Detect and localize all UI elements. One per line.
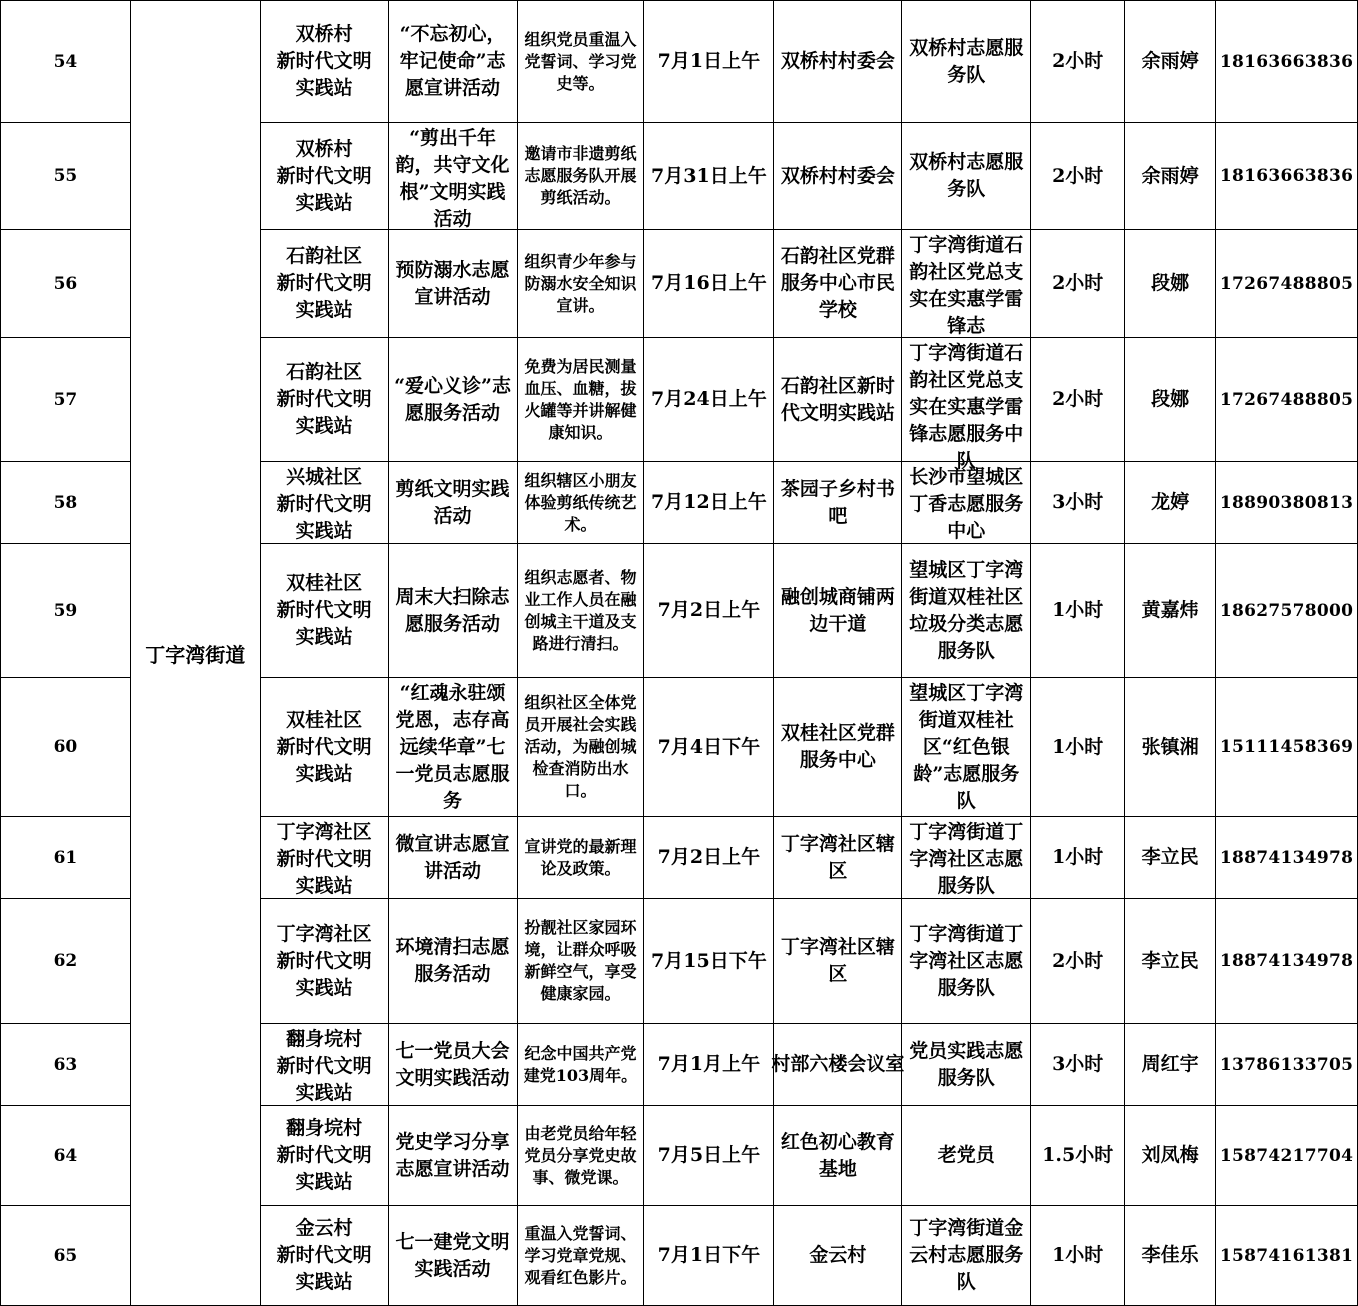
- contact-cell-text: 李佳乐: [1141, 1244, 1199, 1266]
- station-cell-text: 丁字湾社区 新时代文明 实践站: [276, 820, 372, 897]
- contact-cell: [1125, 123, 1216, 230]
- contact-cell: [1125, 817, 1216, 899]
- team-cell-text: 双桥村志愿服务队: [909, 151, 1024, 200]
- team-cell: [902, 899, 1031, 1024]
- duration-cell-text: 3小时: [1052, 491, 1104, 513]
- row-number-cell: 58: [1, 462, 131, 544]
- activity-cell-text: “不忘初心，牢记使命”志愿宣讲活动: [399, 23, 506, 99]
- duration-cell: [1031, 230, 1125, 338]
- contact-cell-text: 张镇湘: [1141, 735, 1199, 758]
- place-cell: [774, 462, 902, 544]
- team-cell-text: 望城区丁字湾街道双桂社区垃圾分类志愿服务队: [909, 558, 1024, 662]
- content-cell-text: 由老党员给年轻党员分享党史故事、微党课。: [524, 1123, 637, 1187]
- phone-cell: [1216, 1024, 1358, 1106]
- time-cell: [644, 123, 774, 230]
- content-cell: [517, 123, 644, 230]
- phone-cell: [1216, 678, 1358, 817]
- row-number-cell: 54: [1, 1, 131, 123]
- phone-cell-text: 18163663836: [1219, 51, 1354, 72]
- place-cell: [774, 1, 902, 123]
- phone-cell-text: 18890380813: [1219, 492, 1354, 513]
- team-cell: [902, 123, 1031, 230]
- row-number-cell: 63: [1, 1024, 131, 1106]
- team-cell: [902, 1, 1031, 123]
- duration-cell-text: 2小时: [1052, 164, 1104, 187]
- team-cell-text: 长沙市望城区丁香志愿服务中心: [909, 465, 1024, 542]
- place-cell: [774, 544, 902, 678]
- duration-cell-text: 1小时: [1052, 735, 1104, 758]
- contact-cell: [1125, 338, 1216, 462]
- phone-cell: [1216, 817, 1358, 899]
- row-number-cell: 57: [1, 338, 131, 462]
- phone-cell-text: 18874134978: [1219, 847, 1354, 868]
- activity-cell-text: 七一建党文明实践活动: [395, 1230, 510, 1280]
- content-cell: [517, 678, 644, 817]
- activity-cell-text: 党史学习分享志愿宣讲活动: [395, 1130, 510, 1180]
- duration-cell: [1031, 1206, 1125, 1306]
- time-cell: [644, 230, 774, 338]
- phone-cell-text: 17267488805: [1219, 389, 1354, 410]
- team-cell: [902, 678, 1031, 817]
- duration-cell: [1031, 123, 1125, 230]
- time-cell: [644, 1, 774, 123]
- time-cell-text: 7月12日上午: [651, 491, 767, 513]
- time-cell: [644, 544, 774, 678]
- duration-cell-text: 1小时: [1052, 846, 1104, 868]
- time-cell: [644, 462, 774, 544]
- time-cell-text: 7月1月上午: [657, 1053, 761, 1075]
- row-number-cell: 61: [1, 817, 131, 899]
- team-cell-text: 丁字湾街道石韵社区党总支实在实惠学雷锋志: [909, 233, 1024, 337]
- phone-cell: [1216, 230, 1358, 338]
- content-cell: [517, 462, 644, 544]
- activity-cell: [388, 1206, 517, 1306]
- activity-cell-text: “爱心义诊”志愿服务活动: [394, 374, 511, 424]
- contact-cell: [1125, 1206, 1216, 1306]
- content-cell: [517, 338, 644, 462]
- station-cell: [260, 544, 388, 678]
- contact-cell: [1125, 899, 1216, 1024]
- contact-cell: [1125, 678, 1216, 817]
- content-cell-text: 纪念中国共产党建党103周年。: [523, 1043, 638, 1085]
- station-cell: [260, 230, 388, 338]
- activity-cell-text: 七一党员大会文明实践活动: [395, 1039, 510, 1089]
- phone-cell-text: 18874134978: [1219, 951, 1354, 971]
- station-cell: [260, 123, 388, 230]
- activity-cell: [388, 1106, 517, 1206]
- duration-cell: [1031, 544, 1125, 678]
- activity-cell: [388, 230, 517, 338]
- place-cell: [774, 230, 902, 338]
- team-cell-text: 望城区丁字湾街道双桂社区“红色银龄”志愿服务队: [909, 681, 1024, 812]
- place-cell: [774, 678, 902, 817]
- contact-cell: [1125, 230, 1216, 338]
- content-cell: [517, 899, 644, 1024]
- phone-cell-text: 15874161381: [1219, 1245, 1354, 1266]
- duration-cell: [1031, 338, 1125, 462]
- place-cell-text: 双桥村村委会: [780, 50, 895, 72]
- contact-cell-text: 李立民: [1141, 949, 1199, 972]
- team-cell: [902, 1206, 1031, 1306]
- station-cell: [260, 338, 388, 462]
- contact-cell-text: 刘凤梅: [1141, 1144, 1199, 1166]
- content-cell-text: 组织社区全体党员开展社会实践活动，为融创城检查消防出水口。: [524, 693, 637, 800]
- team-cell-text: 老党员: [937, 1144, 995, 1166]
- duration-cell-text: 1小时: [1052, 599, 1104, 621]
- content-cell: [517, 544, 644, 678]
- content-cell: [517, 1206, 644, 1306]
- activity-cell: [388, 338, 517, 462]
- content-cell-text: 扮靓社区家园环境，让群众呼吸新鲜空气，享受健康家园。: [524, 918, 637, 1003]
- time-cell-text: 7月24日上午: [651, 388, 767, 410]
- place-cell-text: 双桥村村委会: [780, 164, 895, 187]
- team-cell-text: 丁字湾街道金云村志愿服务队: [909, 1217, 1024, 1293]
- place-cell-text: 丁字湾社区辖区: [780, 936, 895, 985]
- activity-cell-text: 微宣讲志愿宣讲活动: [395, 832, 510, 882]
- content-cell: [517, 1, 644, 123]
- team-cell-text: 丁字湾街道石韵社区党总支实在实惠学雷锋志愿服务中队: [909, 341, 1024, 472]
- contact-cell-text: 黄嘉炜: [1141, 599, 1199, 621]
- time-cell-text: 7月1日下午: [657, 1244, 761, 1266]
- contact-cell-text: 余雨婷: [1141, 50, 1199, 72]
- contact-cell-text: 龙婷: [1151, 491, 1190, 513]
- content-cell-text: 邀请市非遗剪纸志愿服务队开展剪纸活动。: [524, 144, 637, 207]
- phone-cell: [1216, 899, 1358, 1024]
- place-cell-text: 丁字湾社区辖区: [780, 832, 895, 882]
- activity-cell: [388, 1, 517, 123]
- activity-cell-text: 预防溺水志愿宣讲活动: [395, 258, 510, 308]
- place-cell-text: 融创城商铺两边干道: [780, 585, 895, 635]
- station-cell: [260, 817, 388, 899]
- station-cell-text: 丁字湾社区 新时代文明 实践站: [276, 922, 372, 999]
- station-cell: [260, 1106, 388, 1206]
- place-cell-text: 茶园子乡村书吧: [780, 477, 895, 527]
- place-cell: [774, 1206, 902, 1306]
- place-cell: [774, 338, 902, 462]
- team-cell: [902, 462, 1031, 544]
- team-cell: [902, 1106, 1031, 1206]
- row-number-cell: 65: [1, 1206, 131, 1306]
- place-cell-text: 石韵社区党群服务中心市民学校: [780, 245, 895, 321]
- content-cell-text: 宣讲党的最新理论及政策。: [524, 836, 637, 878]
- station-cell-text: 双桂社区 新时代文明 实践站: [276, 708, 372, 785]
- place-cell-text: 石韵社区新时代文明实践站: [780, 374, 895, 424]
- activity-cell: [388, 1024, 517, 1106]
- time-cell-text: 7月31日上午: [651, 164, 767, 187]
- time-cell-text: 7月1日上午: [657, 50, 761, 72]
- time-cell: [644, 899, 774, 1024]
- duration-cell-text: 2小时: [1052, 388, 1104, 410]
- place-cell: [774, 123, 902, 230]
- time-cell-text: 7月16日上午: [651, 272, 767, 294]
- time-cell-text: 7月15日下午: [651, 949, 767, 972]
- time-cell-text: 7月2日上午: [657, 846, 761, 868]
- duration-cell-text: 1小时: [1052, 1244, 1104, 1266]
- table-body: [1, 1, 1358, 1306]
- duration-cell: [1031, 1106, 1125, 1206]
- station-cell-text: 石韵社区 新时代文明 实践站: [276, 361, 372, 437]
- place-cell: [774, 817, 902, 899]
- station-cell-text: 兴城社区 新时代文明 实践站: [276, 465, 372, 542]
- team-cell: [902, 544, 1031, 678]
- content-cell: [517, 1106, 644, 1206]
- phone-cell: [1216, 338, 1358, 462]
- duration-cell: [1031, 462, 1125, 544]
- contact-cell-text: 段娜: [1151, 272, 1190, 294]
- team-cell: [902, 817, 1031, 899]
- duration-cell: [1031, 1, 1125, 123]
- activity-cell: [388, 678, 517, 817]
- phone-cell-text: 17267488805: [1219, 273, 1354, 294]
- phone-cell: [1216, 1206, 1358, 1306]
- content-cell-text: 组织辖区小朋友体验剪纸传统艺术。: [524, 470, 637, 534]
- phone-cell-text: 18163663836: [1219, 166, 1354, 186]
- duration-cell: [1031, 678, 1125, 817]
- station-cell-text: 双桂社区 新时代文明 实践站: [276, 572, 372, 648]
- team-cell-text: 丁字湾街道丁字湾社区志愿服务队: [909, 820, 1024, 897]
- phone-cell-text: 13786133705: [1219, 1054, 1354, 1075]
- place-cell-text: 村部六楼会议室: [771, 1053, 905, 1075]
- station-cell: [260, 462, 388, 544]
- activity-cell-text: 环境清扫志愿服务活动: [395, 936, 510, 985]
- activity-cell: [388, 462, 517, 544]
- team-cell-text: 丁字湾街道丁字湾社区志愿服务队: [909, 922, 1024, 999]
- duration-cell-text: 1.5小时: [1042, 1144, 1114, 1166]
- place-cell-text: 金云村: [809, 1244, 867, 1266]
- content-cell: [517, 817, 644, 899]
- station-cell: [260, 1, 388, 123]
- contact-cell: [1125, 544, 1216, 678]
- time-cell: [644, 1024, 774, 1106]
- team-cell-text: 党员实践志愿服务队: [909, 1039, 1024, 1089]
- phone-cell-text: 15874217704: [1219, 1145, 1354, 1166]
- time-cell: [644, 1106, 774, 1206]
- station-cell: [260, 899, 388, 1024]
- station-cell-text: 金云村 新时代文明 实践站: [276, 1217, 372, 1293]
- row-number-cell: 60: [1, 678, 131, 817]
- duration-cell: [1031, 817, 1125, 899]
- place-cell: [774, 899, 902, 1024]
- station-cell-text: 石韵社区 新时代文明 实践站: [276, 245, 372, 321]
- content-cell-text: 重温入党誓词、学习党章党规、观看红色影片。: [524, 1223, 637, 1287]
- time-cell: [644, 678, 774, 817]
- duration-cell-text: 2小时: [1052, 50, 1104, 72]
- duration-cell-text: 3小时: [1052, 1053, 1104, 1075]
- contact-cell-text: 周红宇: [1141, 1053, 1199, 1075]
- station-cell-text: 双桥村 新时代文明 实践站: [276, 23, 372, 99]
- station-cell-text: 翻身垸村 新时代文明 实践站: [276, 1027, 372, 1104]
- content-cell-text: 免费为居民测量血压、血糖，拔火罐等并讲解健康知识。: [524, 356, 637, 442]
- time-cell-text: 7月5日上午: [657, 1144, 761, 1166]
- activity-cell-text: 周末大扫除志愿服务活动: [395, 585, 510, 635]
- activity-cell: [388, 123, 517, 230]
- time-cell: [644, 1206, 774, 1306]
- content-cell: [517, 230, 644, 338]
- time-cell: [644, 817, 774, 899]
- contact-cell-text: 余雨婷: [1141, 164, 1199, 187]
- content-cell-text: 组织志愿者、物业工作人员在融创城主干道及支路进行清扫。: [524, 567, 637, 653]
- phone-cell: [1216, 1106, 1358, 1206]
- activity-cell: [388, 899, 517, 1024]
- team-cell: [902, 230, 1031, 338]
- team-cell-text: 双桥村志愿服务队: [909, 36, 1024, 86]
- place-cell-text: 双桂社区党群服务中心: [780, 722, 895, 771]
- station-cell: [260, 1024, 388, 1106]
- duration-cell: [1031, 1024, 1125, 1106]
- duration-cell: [1031, 899, 1125, 1024]
- duration-cell-text: 2小时: [1052, 272, 1104, 294]
- activity-cell-text: 剪纸文明实践活动: [395, 477, 510, 527]
- phone-cell: [1216, 1, 1358, 123]
- table-row: [1, 1, 1358, 123]
- row-number-cell: 62: [1, 899, 131, 1024]
- phone-cell: [1216, 544, 1358, 678]
- content-cell-text: 组织青少年参与防溺水安全知识宣讲。: [524, 251, 637, 315]
- contact-cell: [1125, 1024, 1216, 1106]
- activity-cell: [388, 544, 517, 678]
- row-number-cell: 55: [1, 123, 131, 230]
- contact-cell-text: 段娜: [1151, 388, 1190, 410]
- row-number-cell: 59: [1, 544, 131, 678]
- duration-cell-text: 2小时: [1052, 949, 1104, 972]
- team-cell: [902, 1024, 1031, 1106]
- content-cell-text: 组织党员重温入党誓词、学习党史等。: [524, 29, 637, 93]
- phone-cell-text: 18627578000: [1219, 600, 1354, 621]
- time-cell-text: 7月4日下午: [657, 735, 761, 758]
- station-cell: [260, 1206, 388, 1306]
- activity-cell-text: “剪出千年韵，共守文化根”文明实践活动: [395, 126, 510, 230]
- contact-cell: [1125, 462, 1216, 544]
- contact-cell-text: 李立民: [1141, 846, 1199, 868]
- station-cell: [260, 678, 388, 817]
- activity-cell-text: “红魂永驻颂党恩，志存高远续华章”七一党员志愿服务: [395, 681, 510, 812]
- contact-cell: [1125, 1106, 1216, 1206]
- place-cell: [774, 1106, 902, 1206]
- time-cell: [644, 338, 774, 462]
- phone-cell: [1216, 123, 1358, 230]
- station-cell-text: 双桥村 新时代文明 实践站: [276, 137, 372, 214]
- row-number-cell: 56: [1, 230, 131, 338]
- row-number-cell: 64: [1, 1106, 131, 1206]
- place-cell: [771, 1024, 905, 1106]
- team-cell: [902, 338, 1031, 472]
- time-cell-text: 7月2日上午: [657, 599, 761, 621]
- station-cell-text: 翻身垸村 新时代文明 实践站: [276, 1117, 372, 1193]
- phone-cell: [1216, 462, 1358, 544]
- place-cell-text: 红色初心教育基地: [780, 1130, 895, 1180]
- content-cell: [517, 1024, 644, 1106]
- contact-cell: [1125, 1, 1216, 123]
- street-cell: 丁字湾街道: [130, 1, 260, 1306]
- activity-cell: [388, 817, 517, 899]
- phone-cell-text: 15111458369: [1219, 737, 1354, 757]
